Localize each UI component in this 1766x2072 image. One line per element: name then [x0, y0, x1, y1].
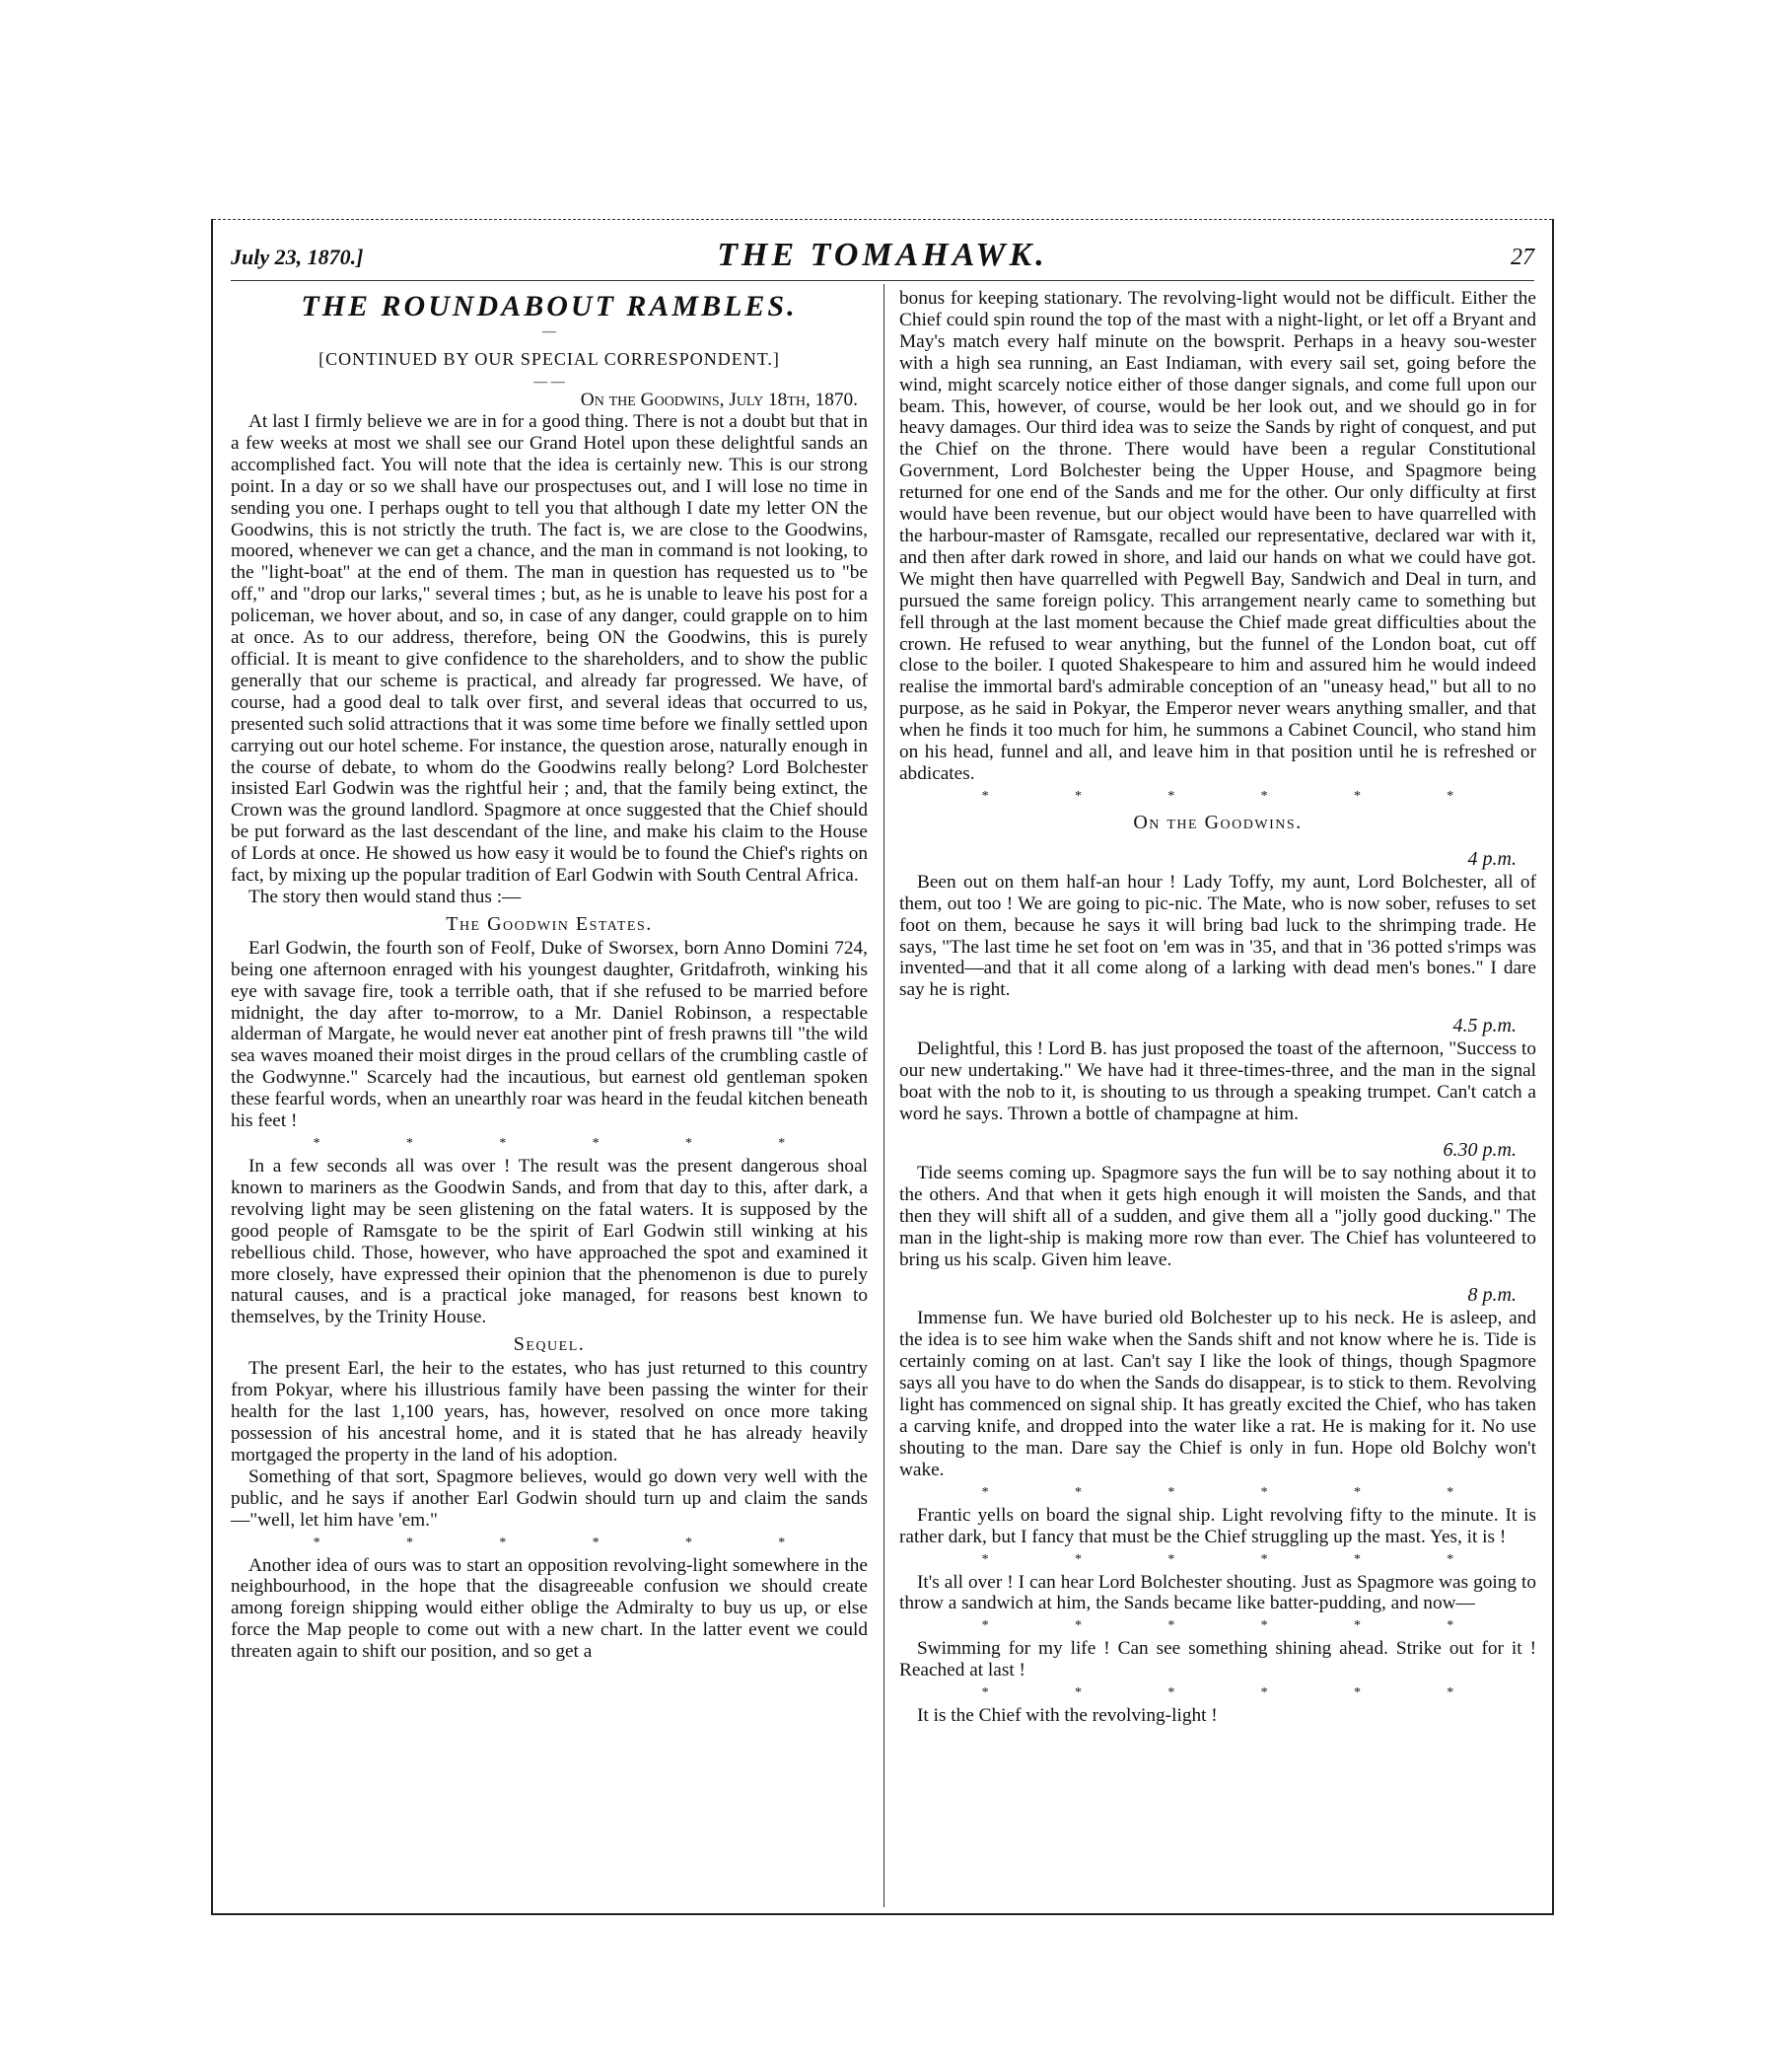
- star: *: [981, 1551, 989, 1567]
- top-rule: [213, 219, 1552, 220]
- star: *: [1167, 788, 1175, 804]
- paragraph: In a few seconds all was over ! The result was the present dangerous shoal known to mariners as the Goodwin Sands, and from that day to this, after dark, a revolving light may be seen glistening on the fatal waters. It is supposed by the good people of Ramsgate to be the spirit of Earl Godwin still winking at his rebellious child. Those, however, who have approached the spot and examined it more closely, have expressed their opinion that the phenomenon is due to purely natural causes, and is a practical joke managed, for reasons best known to themselves, by the Trinity House.: [231, 1156, 868, 1328]
- star: *: [1447, 1551, 1454, 1567]
- star: *: [1167, 1618, 1175, 1634]
- section-heading: Sequel.: [513, 1333, 586, 1356]
- newspaper-page: [211, 219, 1554, 1915]
- bottom-rule: [213, 1913, 1552, 1915]
- star: *: [981, 1618, 989, 1634]
- star-separator: [231, 1134, 868, 1154]
- paragraph: At last I firmly believe we are in for a good thing. There is not a doubt but that in a few weeks at most we shall see our Grand Hotel upon these delightful sands an accomplished fact. You will note that the idea is certainly new. This is our strong point. In a day or so we shall have our prospectuses out, and I will lose no time in sending you one. I perhaps ought to tell you that although I date my letter ON the Goodwins, this is not strictly the truth. The fact is, we are close to the Goodwins, moored, whenever we can get a chance, and the man in command is not looking, to the "light-boat" at the end of them. The man in question has requested us to "be off," and "drop our larks," several times ; but, as he is unable to leave his post for a policeman, we hover about, and so, in case of any danger, could grapple on to him at once. As to our address, therefore, being ON the Goodwins, this is purely official. It is meant to give confidence to the shareholders, and to show the public generally that our scheme is practical, and already far progressed. We have, of course, had a good deal to talk over first, and several ideas that occurred to us, presented such solid attractions that it was some time before we finally settled upon carrying out our hotel scheme. For instance, the question arose, naturally enough in the course of debate, to whom do the Goodwins really belong? Lord Bolchester insisted Earl Godwin was the rightful heir ; and, that the family being extinct, the Crown was the ground landlord. Spagmore at once suggested that the Chief should be put forward as the last descendant of the line, and make his claim to the House of Lords at once. He showed us how easy it would be to found the Chief's rights on fact, by mixing up the popular tradition of Earl Godwin with South Central Africa.: [231, 411, 868, 887]
- star-separator: [899, 1683, 1536, 1703]
- paragraph: Earl Godwin, the fourth son of Feolf, Duke of Sworsex, born Anno Domini 724, being one afternoon enraged with his youngest daughter, Gritdafroth, winking his eye with savage fire, took a terrible oath, that if she refused to be married before midnight, the day after to-morrow, to a Mr. Daniel Robinson, a respectable alderman of Margate, he would never eat another pint of fresh prawns till "the wild sea waves moaned their moist dirges in the proud cellars of the crumbling castle of the Godwynne." Scarcely had the incautious, but earnest old gentleman spoken these fearful words, when an unearthly roar was heard in the feudal kitchen beneath his feet !: [231, 937, 868, 1132]
- section-heading: The Goodwin Estates.: [446, 912, 653, 935]
- star-separator: [899, 1550, 1536, 1570]
- star: *: [1167, 1551, 1175, 1567]
- section-heading: On the Goodwins.: [1133, 811, 1303, 833]
- star: *: [1260, 1685, 1268, 1701]
- star: *: [313, 1535, 320, 1550]
- star: *: [313, 1136, 320, 1151]
- star: *: [499, 1535, 507, 1550]
- article-title: THE ROUNDABOUT RAMBLES.: [301, 290, 798, 322]
- star: *: [499, 1136, 507, 1151]
- diary-entry: It is the Chief with the revolving-light !: [917, 1705, 1218, 1727]
- star: *: [1353, 1551, 1361, 1567]
- star: *: [1353, 1618, 1361, 1634]
- star: *: [981, 1685, 989, 1701]
- subtitle-rule: — —: [533, 375, 565, 390]
- paragraph: Another idea of ours was to start an opposition revolving-light somewhere in the neighbourhood, in the hope that the disagreeable confusion we should create among foreign shipping would either oblige the Admiralty to buy us up, or else force the Map people to come out with a new chart. In the latter event we could threaten again to shift our position, and so get a: [231, 1554, 868, 1663]
- star-separator: [899, 1483, 1536, 1503]
- diary-entry: Tide seems coming up. Spagmore says the fun will be to say nothing about it to the others. And that when it gets high enough it will moisten the Sands, and that then they will shift all of a sudden, and give them all a "jolly good ducking." The man in the light-ship is making more row than ever. The Chief has volunteered to bring us his scalp. Given him leave.: [899, 1162, 1536, 1270]
- paragraph: The story then would stand thus :—: [248, 886, 522, 907]
- star: *: [1167, 1484, 1175, 1500]
- star: *: [981, 788, 989, 804]
- diary-time: 6.30 p.m.: [1443, 1138, 1517, 1161]
- star-separator: [899, 1616, 1536, 1636]
- diary-entry: Swimming for my life ! Can see something shining ahead. Strike out for it ! Reached at last !: [899, 1638, 1536, 1681]
- diary-time: 4.5 p.m.: [1452, 1015, 1517, 1037]
- star: *: [778, 1136, 786, 1151]
- article-subtitle: [CONTINUED BY OUR SPECIAL CORRESPONDENT.]: [318, 349, 780, 369]
- star: *: [778, 1535, 786, 1550]
- star-separator: [231, 1534, 868, 1553]
- star: *: [1447, 1618, 1454, 1634]
- star: *: [684, 1136, 692, 1151]
- star: *: [1074, 1484, 1082, 1500]
- star: *: [1074, 1551, 1082, 1567]
- masthead-title: THE TOMAHAWK.: [717, 237, 1048, 273]
- diary-entry: Been out on them half-an hour ! Lady Toffy, my aunt, Lord Bolchester, all of them, out too ! We are going to pic-nic. The Mate, who is now sober, refuses to set foot on them, because he says it will bring bad luck to the shrimping trade. He says, "The last time he set foot on 'em was in '35, and that in '36 potted s'rimps was invented—and that it all come along of a larking with dead men's bones." I dare say he is right.: [899, 871, 1536, 1001]
- star: *: [981, 1484, 989, 1500]
- paragraph: Something of that sort, Spagmore believes, would go down very well with the public, and he says if another Earl Godwin should turn up and claim the sands—"well, let him have 'em.": [231, 1465, 868, 1531]
- star: *: [1447, 1685, 1454, 1701]
- star: *: [405, 1136, 413, 1151]
- star: *: [1074, 1618, 1082, 1634]
- star: *: [1353, 788, 1361, 804]
- star-separator: [899, 787, 1536, 807]
- page-header: [231, 237, 1534, 276]
- paragraph: The present Earl, the heir to the estates, who has just returned to this country from Pokyar, where his illustrious family have been passing the winter for their health for the last 1,100 years, has, however, resolved on once more taking possession of his ancestral home, and it is stated that he has already heavily mortgaged the property in the land of his adoption.: [231, 1358, 868, 1465]
- star: *: [684, 1535, 692, 1550]
- title-rule: —: [542, 324, 556, 339]
- star: *: [1353, 1685, 1361, 1701]
- dateline: On the Goodwins, July 18th, 1870.: [580, 390, 858, 410]
- star: *: [1260, 788, 1268, 804]
- star: *: [1167, 1685, 1175, 1701]
- star: *: [1074, 1685, 1082, 1701]
- star: *: [1260, 1618, 1268, 1634]
- right-column: [899, 288, 1536, 1903]
- diary-entry: Delightful, this ! Lord B. has just proposed the toast of the afternoon, "Success to our new undertaking." We have had it three-times-three, and the man in the signal boat with the nob to it, is shouting to us through a speaking trumpet. Can't catch a word he says. Thrown a bottle of champagne at him.: [899, 1038, 1536, 1124]
- header-rule: [231, 280, 1534, 281]
- diary-time: 4 p.m.: [1467, 847, 1517, 870]
- diary-entry: Immense fun. We have buried old Bolchester up to his neck. He is asleep, and the idea is to see him wake when the Sands shift and not know where he is. Tide is certainly coming on at last. Can't say I like the look of things, though Spagmore says all you have to do when the Sands do disappear, is to stick to them. Revolving light has commenced on signal ship. It has greatly excited the Chief, who has taken a carving knife, and dropped into the water like a rat. He is making for it. No use shouting to the man. Dare say the Chief is only in fun. Hope old Bolchy won't wake.: [899, 1308, 1536, 1480]
- star: *: [1447, 1484, 1454, 1500]
- star: *: [1074, 788, 1082, 804]
- page-number: 27: [1511, 245, 1534, 270]
- star: *: [1447, 788, 1454, 804]
- star: *: [405, 1535, 413, 1550]
- star: *: [592, 1136, 600, 1151]
- star: *: [1353, 1484, 1361, 1500]
- left-column: [231, 288, 868, 1903]
- diary-entry: Frantic yells on board the signal ship. Light revolving fifty to the minute. It is rather dark, but I fancy that must be the Chief struggling up the mast. Yes, it is !: [899, 1504, 1536, 1547]
- star: *: [1260, 1484, 1268, 1500]
- diary-entry: It's all over ! I can hear Lord Bolchester shouting. Just as Spagmore was going to throw a sandwich at him, the Sands became like batter-pudding, and now—: [899, 1571, 1536, 1614]
- column-divider: [883, 284, 884, 1907]
- star: *: [1260, 1551, 1268, 1567]
- diary-time: 8 p.m.: [1467, 1284, 1517, 1307]
- issue-date: July 23, 1870.]: [231, 245, 364, 269]
- star: *: [592, 1535, 600, 1550]
- paragraph: bonus for keeping stationary. The revolving-light would not be difficult. Either the Chief could spin round the top of the mast with a night-light, or let off a Bryant and May's match every half minute on the bowsprit. Perhaps in a heavy sou-wester with a high sea running, an East Indiaman, with every sail set, going before the wind, might scarcely notice either of those danger signals, and come full upon our beam. This, however, of course, would be her look out, and we should go in for heavy damages. Our third idea was to seize the Sands by right of conquest, and put the Chief on the throne. There would have been a regular Constitutional Government, Lord Bolchester being the Upper House, and Spagmore being returned for one end of the Sands and me for the other. Our only difficulty at first would have been revenue, but our object would have been to have quarrelled with the harbour-master of Ramsgate, recalled our representative, declared war with it, and then after dark rowed in shore, and laid our hands on what we could have got. We might then have quarrelled with Pegwell Bay, Sandwich and Deal in turn, and pursued the same foreign policy. This arrangement nearly came to something but fell through at the last moment because the Chief made great difficulties about the crown. He refused to wear anything, but the funnel of the London boat, cut off close to the boiler. I quoted Shakespeare to him and assured him he would indeed realise the immortal bard's admirable conception of an "uneasy head," but all to no purpose, as he said in Pokyar, the Emperor never wears anything smaller, and that when he finds it too much for him, he summons a Cabinet Council, who stand him on his head, funnel and all, and leave him in that position until he is refreshed or abdicates.: [899, 288, 1536, 784]
